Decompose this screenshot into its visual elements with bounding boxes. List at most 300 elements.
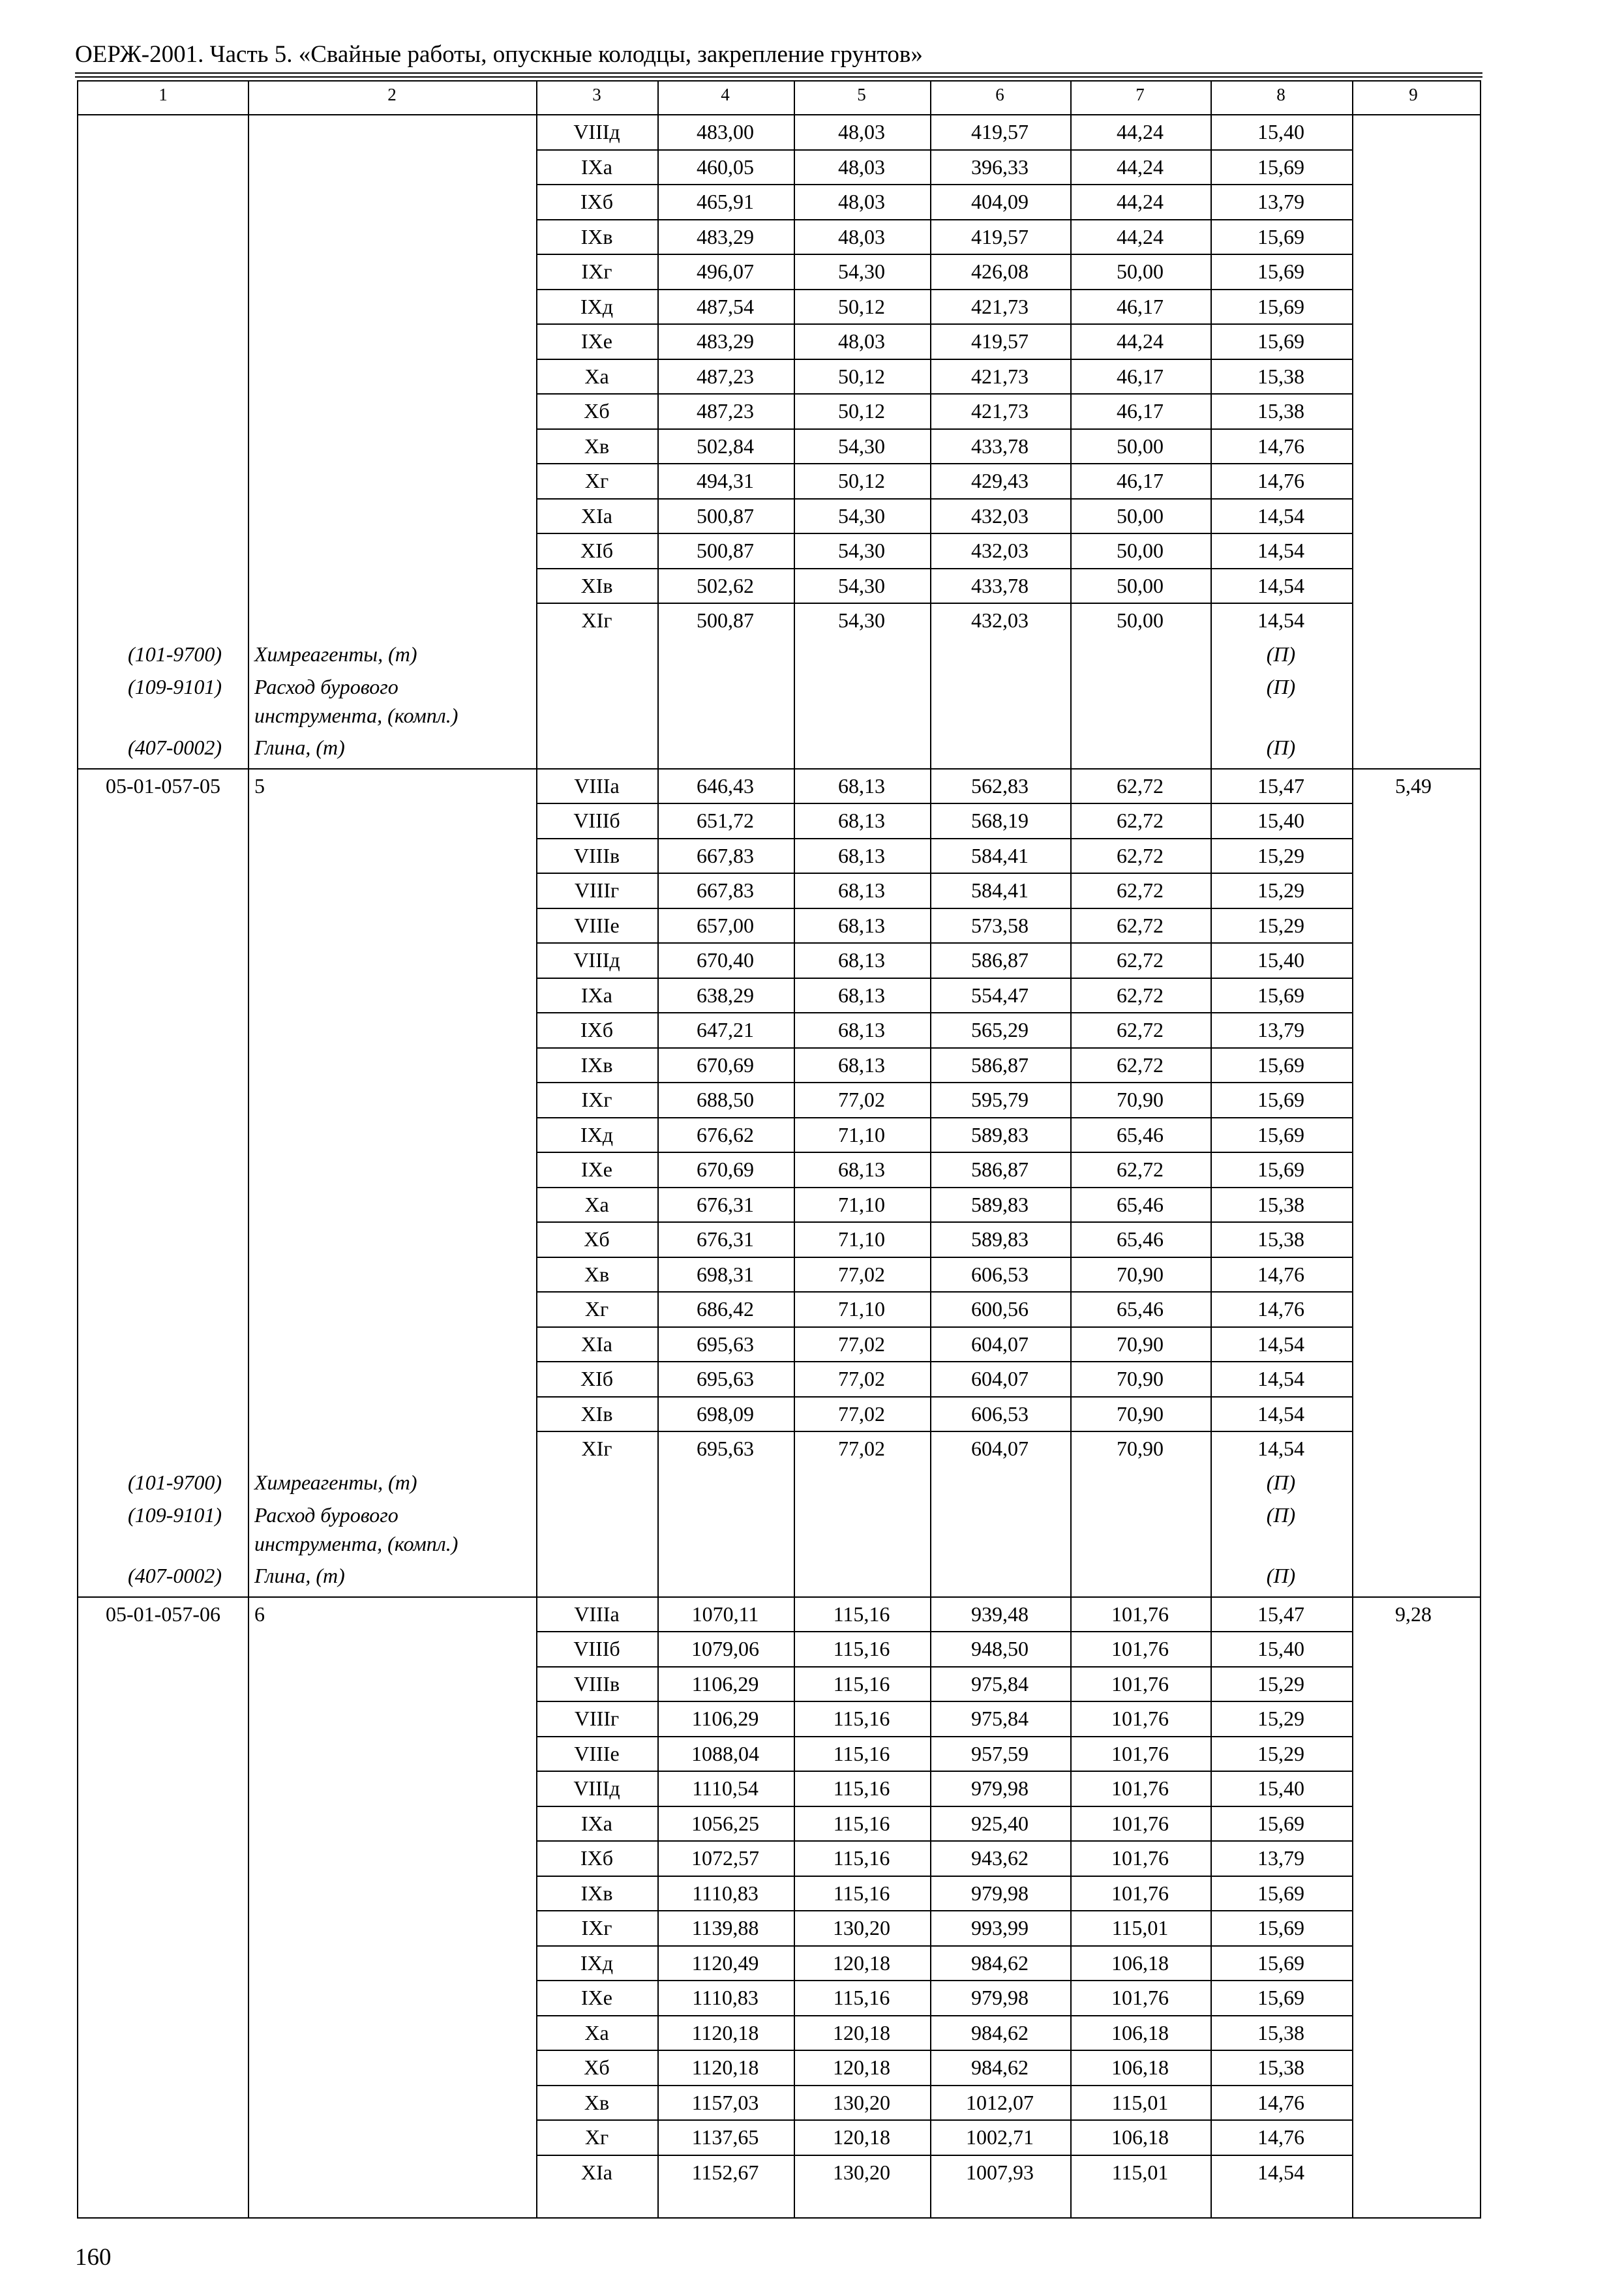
table-cell: 14,54 xyxy=(1257,1332,1304,1356)
table-cell: IXб xyxy=(580,1846,614,1870)
table-cell: 65,46 xyxy=(1117,1227,1164,1251)
table-cell: 106,18 xyxy=(1111,2125,1169,2149)
column-number: 3 xyxy=(592,85,601,104)
table-cell: 15,69 xyxy=(1257,1986,1304,2009)
table-cell: 13,79 xyxy=(1257,1018,1304,1041)
table-cell: VIIIд xyxy=(573,120,620,143)
material-name: Глина, (т) xyxy=(254,735,345,759)
table-cell: 670,69 xyxy=(697,1053,754,1077)
table-cell: 573,58 xyxy=(971,913,1029,937)
table-cell: 432,03 xyxy=(971,503,1029,528)
header-rule-2 xyxy=(75,76,1482,78)
table-cell: IXг xyxy=(581,1916,612,1939)
table-cell: 432,03 xyxy=(971,608,1029,632)
table-cell: 604,07 xyxy=(971,1367,1029,1390)
table-cell: 14,76 xyxy=(1257,1297,1304,1321)
column-number: 2 xyxy=(387,85,397,104)
table-cell: 584,41 xyxy=(971,878,1029,902)
table-cell: 1157,03 xyxy=(691,2090,759,2114)
table-cell: 606,53 xyxy=(971,1401,1029,1426)
table-cell: 589,83 xyxy=(971,1227,1029,1251)
table-cell: 68,13 xyxy=(838,1158,885,1181)
row-divider xyxy=(536,1326,1352,1328)
column-9-value: 5,49 xyxy=(1395,773,1432,798)
table-cell: 15,29 xyxy=(1257,1671,1304,1696)
table-cell: 500,87 xyxy=(697,503,754,528)
table-cell: Xа xyxy=(584,364,609,388)
material-name: Глина, (т) xyxy=(254,1563,345,1587)
row-divider xyxy=(536,1257,1352,1258)
table-cell: 15,69 xyxy=(1257,1053,1304,1077)
table-cell: 50,00 xyxy=(1117,503,1164,528)
table-cell: IXе xyxy=(581,329,612,353)
row-divider xyxy=(536,1910,1352,1911)
table-cell: 46,17 xyxy=(1117,364,1164,388)
table-cell: 71,10 xyxy=(838,1297,885,1321)
table-cell: 432,03 xyxy=(971,539,1029,562)
row-divider xyxy=(536,323,1352,325)
table-cell: 130,20 xyxy=(833,2090,890,2114)
table-cell: 68,13 xyxy=(838,809,885,832)
table-cell: 396,33 xyxy=(971,155,1029,179)
table-cell: 101,76 xyxy=(1111,1881,1169,1905)
work-name-number: 5 xyxy=(254,773,265,798)
table-cell: 586,87 xyxy=(971,948,1029,972)
table-cell: 15,69 xyxy=(1257,1916,1304,1939)
table-cell: 676,62 xyxy=(697,1122,754,1146)
table-cell: 984,62 xyxy=(971,1951,1029,1975)
table-cell: 68,13 xyxy=(838,1053,885,1077)
table-cell: 115,16 xyxy=(833,1741,890,1765)
table-cell: 14,54 xyxy=(1257,608,1304,632)
row-divider xyxy=(536,428,1352,430)
table-cell: 62,72 xyxy=(1117,843,1164,867)
table-cell: VIIIа xyxy=(574,1602,620,1626)
material-code: (109-9101) xyxy=(128,674,222,698)
table-cell: 939,48 xyxy=(971,1602,1029,1626)
row-divider xyxy=(536,149,1352,151)
table-cell: 50,00 xyxy=(1117,539,1164,562)
table-cell: XIв xyxy=(580,573,613,597)
table-cell: 101,76 xyxy=(1111,1671,1169,1696)
table-cell: 15,47 xyxy=(1257,1602,1304,1626)
column-divider xyxy=(248,82,249,2217)
table-cell: 1106,29 xyxy=(691,1671,759,1696)
table-cell: 14,76 xyxy=(1257,434,1304,458)
table-cell: 77,02 xyxy=(838,1088,885,1111)
table-cell: 421,73 xyxy=(971,294,1029,318)
column-divider xyxy=(1210,82,1212,2217)
table-cell: 565,29 xyxy=(971,1018,1029,1041)
table-cell: 115,16 xyxy=(833,1671,890,1696)
table-cell: 70,90 xyxy=(1117,1332,1164,1356)
row-divider xyxy=(536,359,1352,360)
table-cell: 77,02 xyxy=(838,1332,885,1356)
table-cell: 68,13 xyxy=(838,983,885,1007)
row-divider xyxy=(536,1082,1352,1083)
table-cell: 975,84 xyxy=(971,1671,1029,1696)
row-divider xyxy=(536,2015,1352,2016)
table-cell: 68,13 xyxy=(838,1018,885,1041)
table-cell: 500,87 xyxy=(697,539,754,562)
table-cell: 54,30 xyxy=(838,608,885,632)
table-cell: 957,59 xyxy=(971,1741,1029,1765)
table-cell: 101,76 xyxy=(1111,1741,1169,1765)
row-divider xyxy=(536,2155,1352,2156)
material-name: Химреагенты, (т) xyxy=(254,1470,417,1494)
table-cell: 101,76 xyxy=(1111,1776,1169,1800)
table-cell: 50,00 xyxy=(1117,608,1164,632)
header-rule xyxy=(75,72,1482,74)
table-cell: 115,16 xyxy=(833,1602,890,1626)
table-cell: 15,69 xyxy=(1257,1811,1304,1835)
table-cell: 695,63 xyxy=(697,1437,754,1460)
table-cell: IXд xyxy=(580,1951,614,1975)
table-cell: 54,30 xyxy=(838,573,885,597)
table-cell: 568,19 xyxy=(971,809,1029,832)
column-divider xyxy=(1352,82,1353,2217)
table-cell: 15,40 xyxy=(1257,948,1304,972)
table-cell: Xб xyxy=(584,2056,610,2079)
table-cell: 15,40 xyxy=(1257,120,1304,143)
row-divider xyxy=(536,1840,1352,1842)
row-divider xyxy=(536,1291,1352,1293)
table-cell: 15,47 xyxy=(1257,773,1304,798)
column-number: 7 xyxy=(1135,85,1145,104)
material-code: (407-0002) xyxy=(128,1563,222,1587)
row-divider xyxy=(536,1117,1352,1118)
row-divider xyxy=(536,498,1352,500)
row-divider xyxy=(536,1701,1352,1702)
table-cell: 1110,83 xyxy=(692,1986,759,2009)
table-cell: 676,31 xyxy=(697,1192,754,1216)
table-cell: 15,38 xyxy=(1257,399,1304,423)
row-divider xyxy=(536,219,1352,220)
table-cell: 1072,57 xyxy=(691,1846,759,1870)
table-cell: 1088,04 xyxy=(691,1741,759,1765)
table-cell: 15,29 xyxy=(1257,843,1304,867)
table-cell: 993,99 xyxy=(971,1916,1029,1939)
table-cell: Xг xyxy=(584,2125,609,2149)
table-cell: 698,31 xyxy=(697,1262,754,1286)
row-divider xyxy=(536,1012,1352,1013)
table-cell: 68,13 xyxy=(838,913,885,937)
table-cell: 62,72 xyxy=(1117,948,1164,972)
row-divider xyxy=(536,1396,1352,1398)
table-cell: IXа xyxy=(581,983,612,1007)
table-cell: VIIIд xyxy=(573,948,620,972)
table-cell: 595,79 xyxy=(971,1088,1029,1111)
table-cell: 62,72 xyxy=(1117,878,1164,902)
material-code: (109-9101) xyxy=(128,1503,222,1527)
row-divider xyxy=(536,1945,1352,1947)
table-cell: 1120,49 xyxy=(691,1951,759,1975)
table-cell: 65,46 xyxy=(1117,1192,1164,1216)
table-cell: Xг xyxy=(584,1297,609,1321)
table-cell: XIб xyxy=(580,1367,614,1390)
table-cell: 15,38 xyxy=(1257,2056,1304,2079)
table-cell: 15,40 xyxy=(1257,1637,1304,1660)
table-cell: 71,10 xyxy=(838,1192,885,1216)
row-divider xyxy=(536,254,1352,255)
row-divider xyxy=(536,978,1352,979)
table-cell: 502,84 xyxy=(697,434,754,458)
table-cell: 44,24 xyxy=(1117,224,1164,248)
table-cell: IXв xyxy=(580,1053,613,1077)
table-cell: 77,02 xyxy=(838,1437,885,1460)
table-cell: 15,69 xyxy=(1257,1881,1304,1905)
row-divider xyxy=(536,184,1352,185)
table-cell: 62,72 xyxy=(1117,1053,1164,1077)
table-cell: Xв xyxy=(584,434,610,458)
rates-table xyxy=(77,80,1481,2219)
table-cell: 70,90 xyxy=(1117,1367,1164,1390)
table-cell: VIIIг xyxy=(574,878,620,902)
table-cell: VIIIа xyxy=(574,773,620,798)
table-cell: 651,72 xyxy=(697,809,754,832)
material-name: Химреагенты, (т) xyxy=(254,642,417,666)
table-cell: 50,12 xyxy=(838,294,885,318)
table-cell: 496,07 xyxy=(697,260,754,283)
table-cell: 421,73 xyxy=(971,399,1029,423)
table-cell: 71,10 xyxy=(838,1122,885,1146)
table-cell: 50,12 xyxy=(838,399,885,423)
table-cell: 115,01 xyxy=(1111,1916,1169,1939)
table-cell: 13,79 xyxy=(1257,190,1304,213)
table-cell: 115,16 xyxy=(833,1811,890,1835)
table-cell: 657,00 xyxy=(697,913,754,937)
table-cell: 62,72 xyxy=(1117,983,1164,1007)
row-divider xyxy=(536,803,1352,804)
row-divider xyxy=(536,1361,1352,1362)
table-cell: 638,29 xyxy=(697,983,754,1007)
table-cell: 1137,65 xyxy=(691,2125,759,2149)
table-cell: 925,40 xyxy=(971,1811,1029,1835)
table-cell: 676,31 xyxy=(697,1227,754,1251)
row-divider xyxy=(536,1152,1352,1153)
table-cell: 1120,18 xyxy=(691,2020,759,2044)
table-cell: 15,38 xyxy=(1257,1227,1304,1251)
table-cell: 50,12 xyxy=(838,364,885,388)
column-number: 6 xyxy=(995,85,1004,104)
table-cell: 68,13 xyxy=(838,773,885,798)
table-cell: 115,16 xyxy=(833,1881,890,1905)
table-cell: 1152,67 xyxy=(691,2160,759,2184)
table-cell: IXв xyxy=(580,224,613,248)
table-cell: 419,57 xyxy=(971,224,1029,248)
table-cell: 15,69 xyxy=(1257,294,1304,318)
table-cell: 984,62 xyxy=(971,2056,1029,2079)
table-cell: IXе xyxy=(581,1158,612,1181)
table-cell: 48,03 xyxy=(838,155,885,179)
table-cell: 50,00 xyxy=(1117,434,1164,458)
column-divider xyxy=(794,82,795,2217)
table-cell: 15,29 xyxy=(1257,878,1304,902)
table-cell: 101,76 xyxy=(1111,1986,1169,2009)
table-cell: VIIIг xyxy=(574,1707,620,1730)
table-cell: 698,09 xyxy=(697,1401,754,1426)
table-cell: 1007,93 xyxy=(966,2160,1034,2184)
table-cell: 48,03 xyxy=(838,190,885,213)
row-divider xyxy=(536,1666,1352,1668)
table-cell: Xв xyxy=(584,1262,610,1286)
table-cell: 115,16 xyxy=(833,1776,890,1800)
table-cell: 120,18 xyxy=(833,2020,890,2044)
table-cell: 15,40 xyxy=(1257,809,1304,832)
column-number: 1 xyxy=(158,85,168,104)
table-cell: IXа xyxy=(581,155,612,179)
row-divider xyxy=(536,533,1352,534)
table-cell: 15,29 xyxy=(1257,1741,1304,1765)
table-cell: 48,03 xyxy=(838,329,885,353)
page-number: 160 xyxy=(75,2244,112,2271)
material-code: (101-9700) xyxy=(128,642,222,666)
table-cell: 487,23 xyxy=(697,399,754,423)
table-cell: 120,18 xyxy=(833,2125,890,2149)
table-cell: 14,54 xyxy=(1257,1437,1304,1460)
table-cell: 502,62 xyxy=(697,573,754,597)
material-name-cont: инструмента, (компл.) xyxy=(254,1531,459,1555)
table-cell: 979,98 xyxy=(971,1776,1029,1800)
table-cell: 604,07 xyxy=(971,1437,1029,1460)
table-cell: 44,24 xyxy=(1117,190,1164,213)
table-cell: 14,54 xyxy=(1257,1401,1304,1426)
material-code: (101-9700) xyxy=(128,1470,222,1494)
table-cell: 14,54 xyxy=(1257,503,1304,528)
row-divider xyxy=(536,1771,1352,1772)
table-cell: 50,12 xyxy=(838,469,885,492)
table-cell: VIIIв xyxy=(573,843,620,867)
row-divider xyxy=(536,1876,1352,1877)
table-cell: IXб xyxy=(580,190,614,213)
table-cell: 554,47 xyxy=(971,983,1029,1007)
table-cell: 62,72 xyxy=(1117,809,1164,832)
table-cell: 979,98 xyxy=(971,1986,1029,2009)
table-cell: 15,29 xyxy=(1257,913,1304,937)
table-cell: 426,08 xyxy=(971,260,1029,283)
table-cell: 15,69 xyxy=(1257,155,1304,179)
column-divider xyxy=(536,82,537,2217)
material-name: Расход бурового xyxy=(254,1503,398,1527)
work-name-number: 6 xyxy=(254,1602,265,1626)
table-cell: 54,30 xyxy=(838,503,885,528)
table-cell: 115,01 xyxy=(1111,2160,1169,2184)
table-cell: 948,50 xyxy=(971,1637,1029,1660)
table-cell: 48,03 xyxy=(838,120,885,143)
table-cell: 1079,06 xyxy=(691,1637,759,1660)
table-cell: 115,16 xyxy=(833,1846,890,1870)
table-cell: 70,90 xyxy=(1117,1088,1164,1111)
table-cell: 14,76 xyxy=(1257,2090,1304,2114)
table-cell: 77,02 xyxy=(838,1262,885,1286)
table-cell: 15,69 xyxy=(1257,983,1304,1007)
table-cell: XIа xyxy=(581,2160,612,2184)
table-cell: 600,56 xyxy=(971,1297,1029,1321)
table-cell: 68,13 xyxy=(838,843,885,867)
table-cell: 589,83 xyxy=(971,1192,1029,1216)
table-cell: 465,91 xyxy=(697,190,754,213)
table-cell: VIIIб xyxy=(573,809,620,832)
table-cell: 14,76 xyxy=(1257,2125,1304,2149)
table-cell: 604,07 xyxy=(971,1332,1029,1356)
table-cell: 1012,07 xyxy=(966,2090,1034,2114)
column-divider xyxy=(657,82,659,2217)
table-cell: Xг xyxy=(584,469,609,492)
row-divider xyxy=(536,463,1352,464)
row-divider xyxy=(536,1431,1352,1432)
row-divider xyxy=(536,1980,1352,1981)
table-cell: 120,18 xyxy=(833,2056,890,2079)
table-cell: 1106,29 xyxy=(691,1707,759,1730)
table-cell: 979,98 xyxy=(971,1881,1029,1905)
table-cell: 1002,71 xyxy=(966,2125,1034,2149)
table-cell: Xа xyxy=(584,1192,609,1216)
column-number: 5 xyxy=(857,85,866,104)
table-cell: 984,62 xyxy=(971,2020,1029,2044)
table-cell: IXб xyxy=(580,1018,614,1041)
table-cell: 1139,88 xyxy=(691,1916,759,1939)
table-cell: 15,69 xyxy=(1257,329,1304,353)
row-divider xyxy=(536,908,1352,909)
table-cell: 70,90 xyxy=(1117,1262,1164,1286)
material-unit: (П) xyxy=(1266,1503,1296,1527)
table-cell: 15,38 xyxy=(1257,364,1304,388)
row-divider xyxy=(536,568,1352,569)
table-cell: 62,72 xyxy=(1117,1158,1164,1181)
material-code: (407-0002) xyxy=(128,735,222,759)
table-cell: 15,69 xyxy=(1257,260,1304,283)
resource-code: 05-01-057-06 xyxy=(106,1602,220,1626)
table-cell: 433,78 xyxy=(971,573,1029,597)
table-cell: 65,46 xyxy=(1117,1297,1164,1321)
table-cell: 670,69 xyxy=(697,1158,754,1181)
table-cell: 1110,83 xyxy=(692,1881,759,1905)
table-cell: 688,50 xyxy=(697,1088,754,1111)
table-cell: 429,43 xyxy=(971,469,1029,492)
row-divider xyxy=(536,1736,1352,1737)
column-number: 4 xyxy=(721,85,730,104)
table-cell: 487,23 xyxy=(697,364,754,388)
table-cell: 54,30 xyxy=(838,260,885,283)
table-cell: 1120,18 xyxy=(691,2056,759,2079)
table-cell: 46,17 xyxy=(1117,399,1164,423)
table-cell: 50,00 xyxy=(1117,573,1164,597)
table-cell: 14,76 xyxy=(1257,1262,1304,1286)
table-cell: Xв xyxy=(584,2090,610,2114)
column-number: 9 xyxy=(1409,85,1418,104)
table-cell: 695,63 xyxy=(697,1367,754,1390)
table-cell: 14,76 xyxy=(1257,469,1304,492)
table-cell: 404,09 xyxy=(971,190,1029,213)
column-divider xyxy=(930,82,931,2217)
table-cell: 15,69 xyxy=(1257,1951,1304,1975)
column-9-value: 9,28 xyxy=(1395,1602,1432,1626)
table-cell: 15,69 xyxy=(1257,1088,1304,1111)
row-divider xyxy=(536,1047,1352,1049)
table-cell: VIIIб xyxy=(573,1637,620,1660)
table-cell: 101,76 xyxy=(1111,1637,1169,1660)
table-cell: 667,83 xyxy=(697,878,754,902)
table-cell: 686,42 xyxy=(697,1297,754,1321)
table-cell: 44,24 xyxy=(1117,155,1164,179)
table-cell: 1070,11 xyxy=(691,1602,759,1626)
table-cell: 115,01 xyxy=(1111,2090,1169,2114)
table-cell: XIа xyxy=(581,503,612,528)
table-cell: 62,72 xyxy=(1117,1018,1164,1041)
table-cell: 50,00 xyxy=(1117,260,1164,283)
table-cell: 101,76 xyxy=(1111,1846,1169,1870)
row-divider xyxy=(536,873,1352,874)
